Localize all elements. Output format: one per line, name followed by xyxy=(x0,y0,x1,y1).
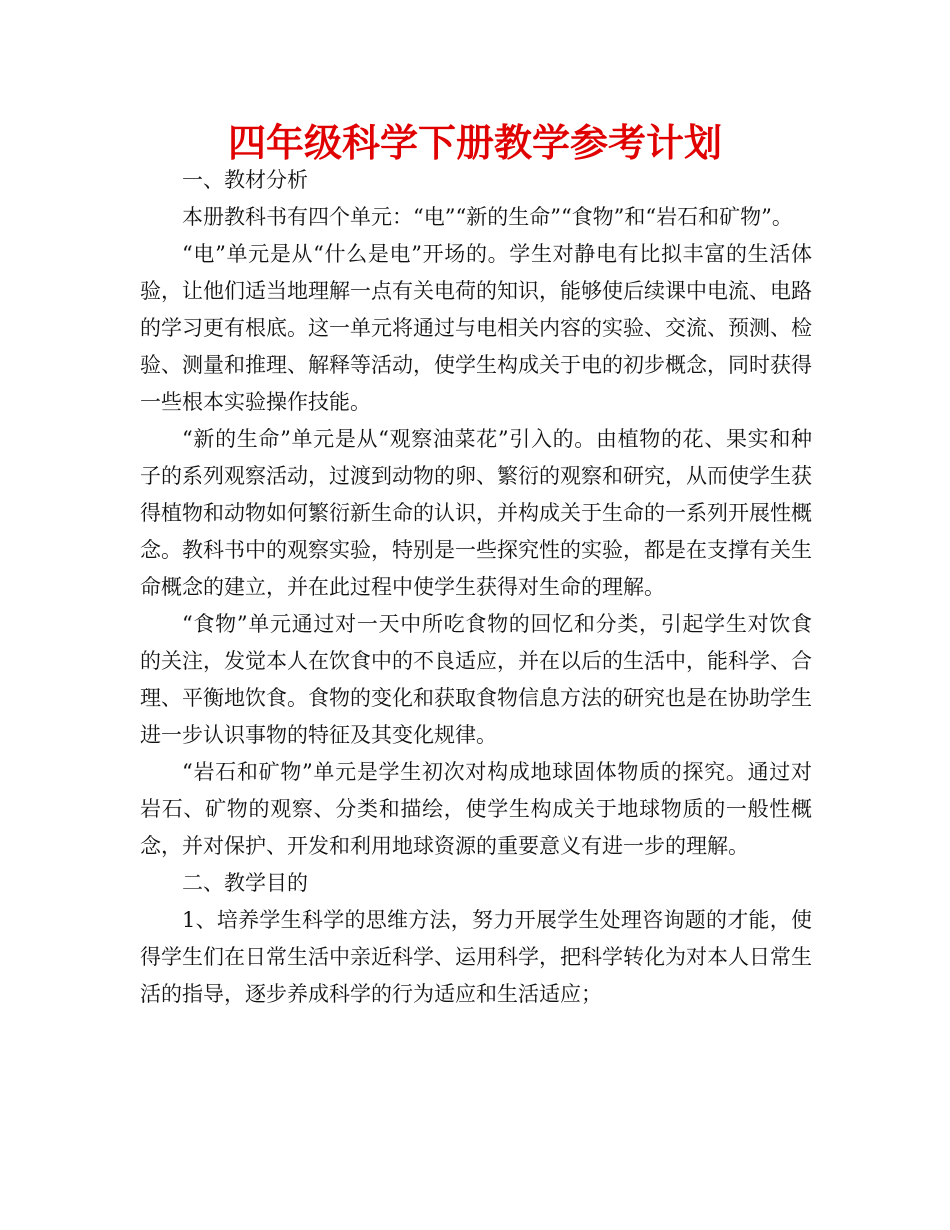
document-title: 四年级科学下册教学参考计划 xyxy=(227,120,722,165)
paragraph-electricity-unit: “电”单元是从“什么是电”开场的。学生对静电有比拟丰富的生活体验，让他们适当地理解一点有关电荷的知识，能够使后续课中电流、电路的学习更有根底。这一单元将通过与电相关内容的实验、交流、预测、检验、测量和推理、解释等活动，使学生构成关于电的初步概念，同时获得一些根本实验操作技能。 xyxy=(140,242,812,414)
paragraph-new-life-unit: “新的生命”单元是从“观察油菜花”引入的。由植物的花、果实和种子的系列观察活动，过渡到动物的卵、繁衍的观察和研究，从而使学生获得植物和动物如何繁衍新生命的认识，并构成关于生命的一系列开展性概念。教科书中的观察实验，特别是一些探究性的实验，都是在支撑有关生命概念的建立，并在此过程中使学生获得对生命的理解。 xyxy=(140,427,812,599)
paragraph-food-unit: “食物”单元通过对一天中所吃食物的回忆和分类，引起学生对饮食的关注，发觉本人在饮食中的不良适应，并在以后的生活中，能科学、合理、平衡地饮食。食物的变化和获取食物信息方法的研究也是在协助学生进一步认识事物的特征及其变化规律。 xyxy=(140,612,812,747)
paragraph-goal-1: 1、培养学生科学的思维方法，努力开展学生处理咨询题的才能，使得学生们在日常生活中亲近科学、运用科学，把科学转化为对本人日常生活的指导，逐步养成科学的行为适应和生活适应； xyxy=(140,908,812,1006)
document-body xyxy=(140,162,812,1013)
section-heading-materials-analysis: 一、教材分析 xyxy=(182,168,308,192)
section-heading-teaching-goals: 二、教学目的 xyxy=(182,871,308,895)
paragraph-textbook-units: 本册教科书有四个单元：“电”“新的生命”“食物”和“岩石和矿物”。 xyxy=(182,205,793,229)
paragraph-rocks-minerals-unit: “岩石和矿物”单元是学生初次对构成地球固体物质的探究。通过对岩石、矿物的观察、分类和描绘，使学生构成关于地球物质的一般性概念，并对保护、开发和利用地球资源的重要意义有进一步的理解。 xyxy=(140,760,812,858)
